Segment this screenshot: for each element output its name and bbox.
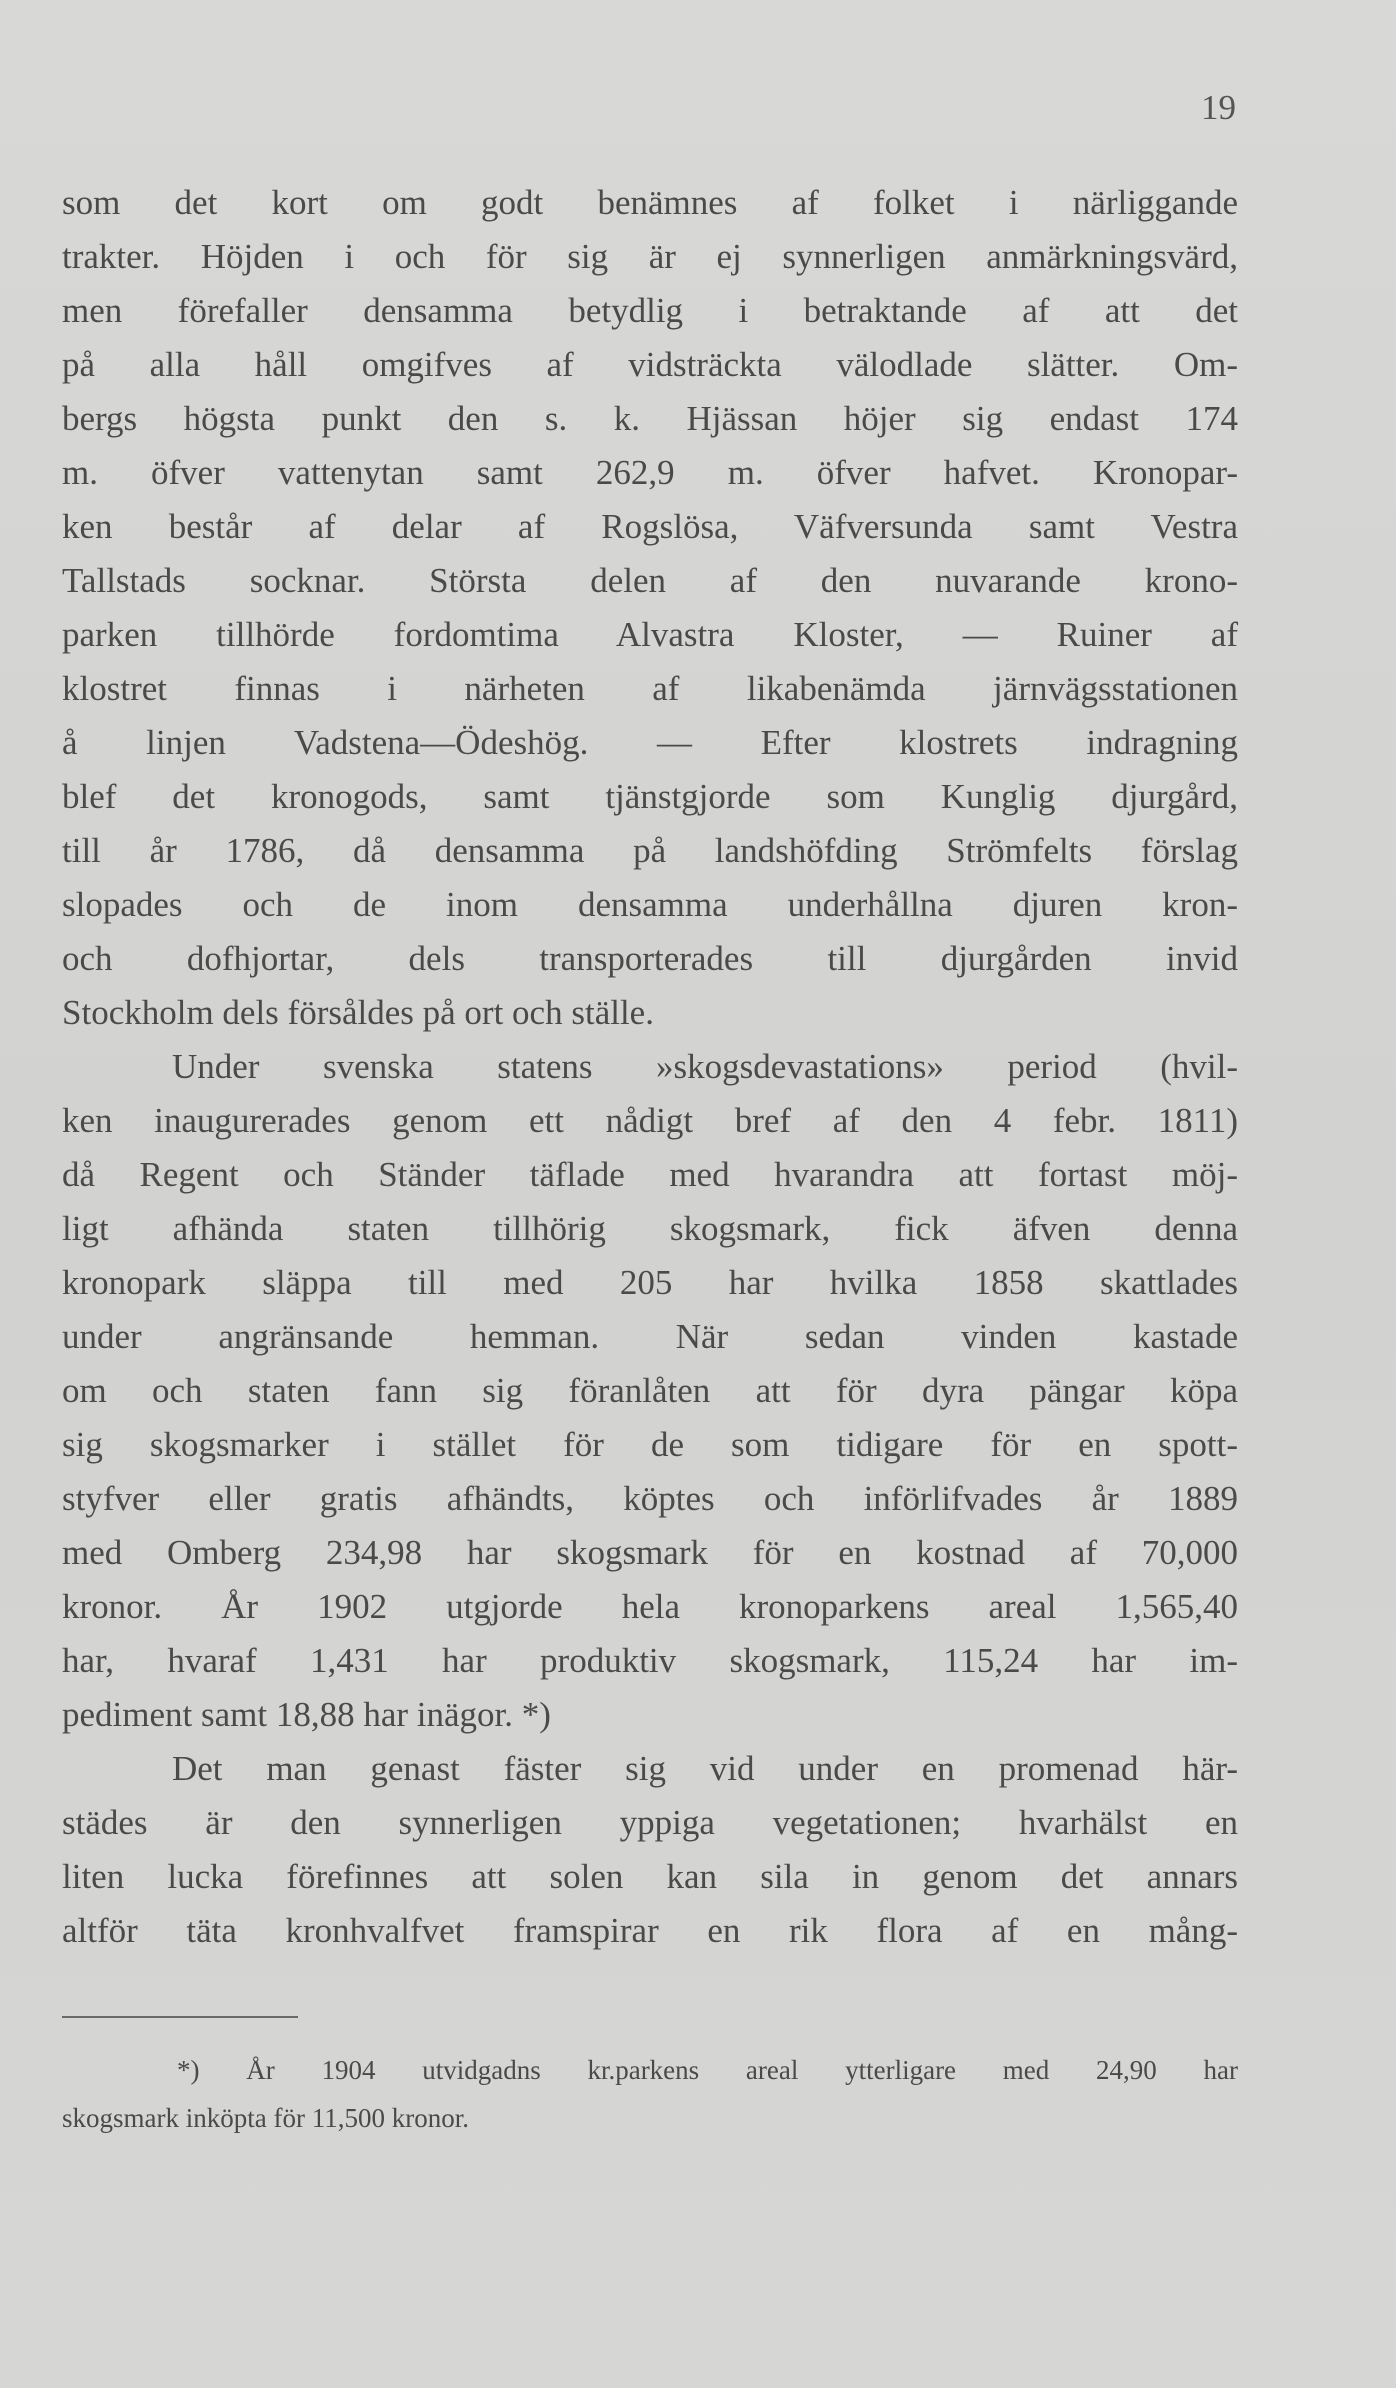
text-line: med Omberg 234,98 har skogsmark för en kostnad af 70,000	[62, 1533, 1238, 1572]
footnote-line: *) År 1904 utvidgadns kr.parkens areal ytterligare med 24,90 har	[177, 2055, 1238, 2085]
text-line: klostret finnas i närheten af likabenämda järnvägsstationen	[62, 669, 1238, 708]
text-line: å linjen Vadstena—Ödeshög. — Efter klostrets indragning	[62, 723, 1238, 762]
text-line: på alla håll omgifves af vidsträckta välodlade slätter. Om-	[62, 345, 1238, 384]
text-line: kronor. År 1902 utgjorde hela kronoparkens areal 1,565,40	[62, 1587, 1238, 1626]
text-line: som det kort om godt benämnes af folket i närliggande	[62, 183, 1238, 222]
text-line: har, hvaraf 1,431 har produktiv skogsmark, 115,24 har im-	[62, 1641, 1238, 1680]
footnote-line: skogsmark inköpta för 11,500 kronor.	[62, 2103, 469, 2133]
text-line: kronopark släppa till med 205 har hvilka 1858 skattlades	[62, 1263, 1238, 1302]
text-line: Under svenska statens »skogsdevastations» period (hvil-	[172, 1047, 1238, 1086]
text-line: trakter. Höjden i och för sig är ej synnerligen anmärkningsvärd,	[62, 237, 1238, 276]
text-line: parken tillhörde fordomtima Alvastra Kloster, — Ruiner af	[62, 615, 1238, 654]
text-line: m. öfver vattenytan samt 262,9 m. öfver hafvet. Kronopar-	[62, 453, 1238, 492]
text-line: styfver eller gratis afhändts, köptes och införlifvades år 1889	[62, 1479, 1238, 1518]
text-line: liten lucka förefinnes att solen kan sila in genom det annars	[62, 1857, 1238, 1896]
footnote-divider	[62, 2016, 298, 2018]
text-line: om och staten fann sig föranlåten att för dyra pängar köpa	[62, 1371, 1238, 1410]
text-line: ligt afhända staten tillhörig skogsmark, fick äfven denna	[62, 1209, 1238, 1248]
text-line: Tallstads socknar. Största delen af den nuvarande krono-	[62, 561, 1238, 600]
text-line: sig skogsmarker i stället för de som tidigare för en spott-	[62, 1425, 1238, 1464]
page-number: 19	[1201, 88, 1236, 127]
text-line: men förefaller densamma betydlig i betraktande af att det	[62, 291, 1238, 330]
text-line: ken inaugurerades genom ett nådigt bref af den 4 febr. 1811)	[62, 1101, 1238, 1140]
text-line: blef det kronogods, samt tjänstgjorde som Kunglig djurgård,	[62, 777, 1238, 816]
text-line: altför täta kronhvalfvet framspirar en rik flora af en mång-	[62, 1911, 1238, 1950]
text-line: till år 1786, då densamma på landshöfding Strömfelts förslag	[62, 831, 1238, 870]
text-line: och dofhjortar, dels transporterades till djurgården invid	[62, 939, 1238, 978]
text-line: slopades och de inom densamma underhållna djuren kron-	[62, 885, 1238, 924]
text-line: Det man genast fäster sig vid under en promenad här-	[172, 1749, 1238, 1788]
footnote	[62, 2046, 1238, 2142]
body-text	[62, 176, 1238, 1958]
text-line: städes är den synnerligen yppiga vegetationen; hvarhälst en	[62, 1803, 1238, 1842]
text-line: då Regent och Ständer täflade med hvarandra att fortast möj-	[62, 1155, 1238, 1194]
text-line: ken består af delar af Rogslösa, Väfversunda samt Vestra	[62, 507, 1238, 546]
text-line: pediment samt 18,88 har inägor. *)	[62, 1695, 551, 1734]
text-line: Stockholm dels försåldes på ort och ställe.	[62, 993, 654, 1032]
text-line: under angränsande hemman. När sedan vinden kastade	[62, 1317, 1238, 1356]
text-line: bergs högsta punkt den s. k. Hjässan höjer sig endast 174	[62, 399, 1238, 438]
